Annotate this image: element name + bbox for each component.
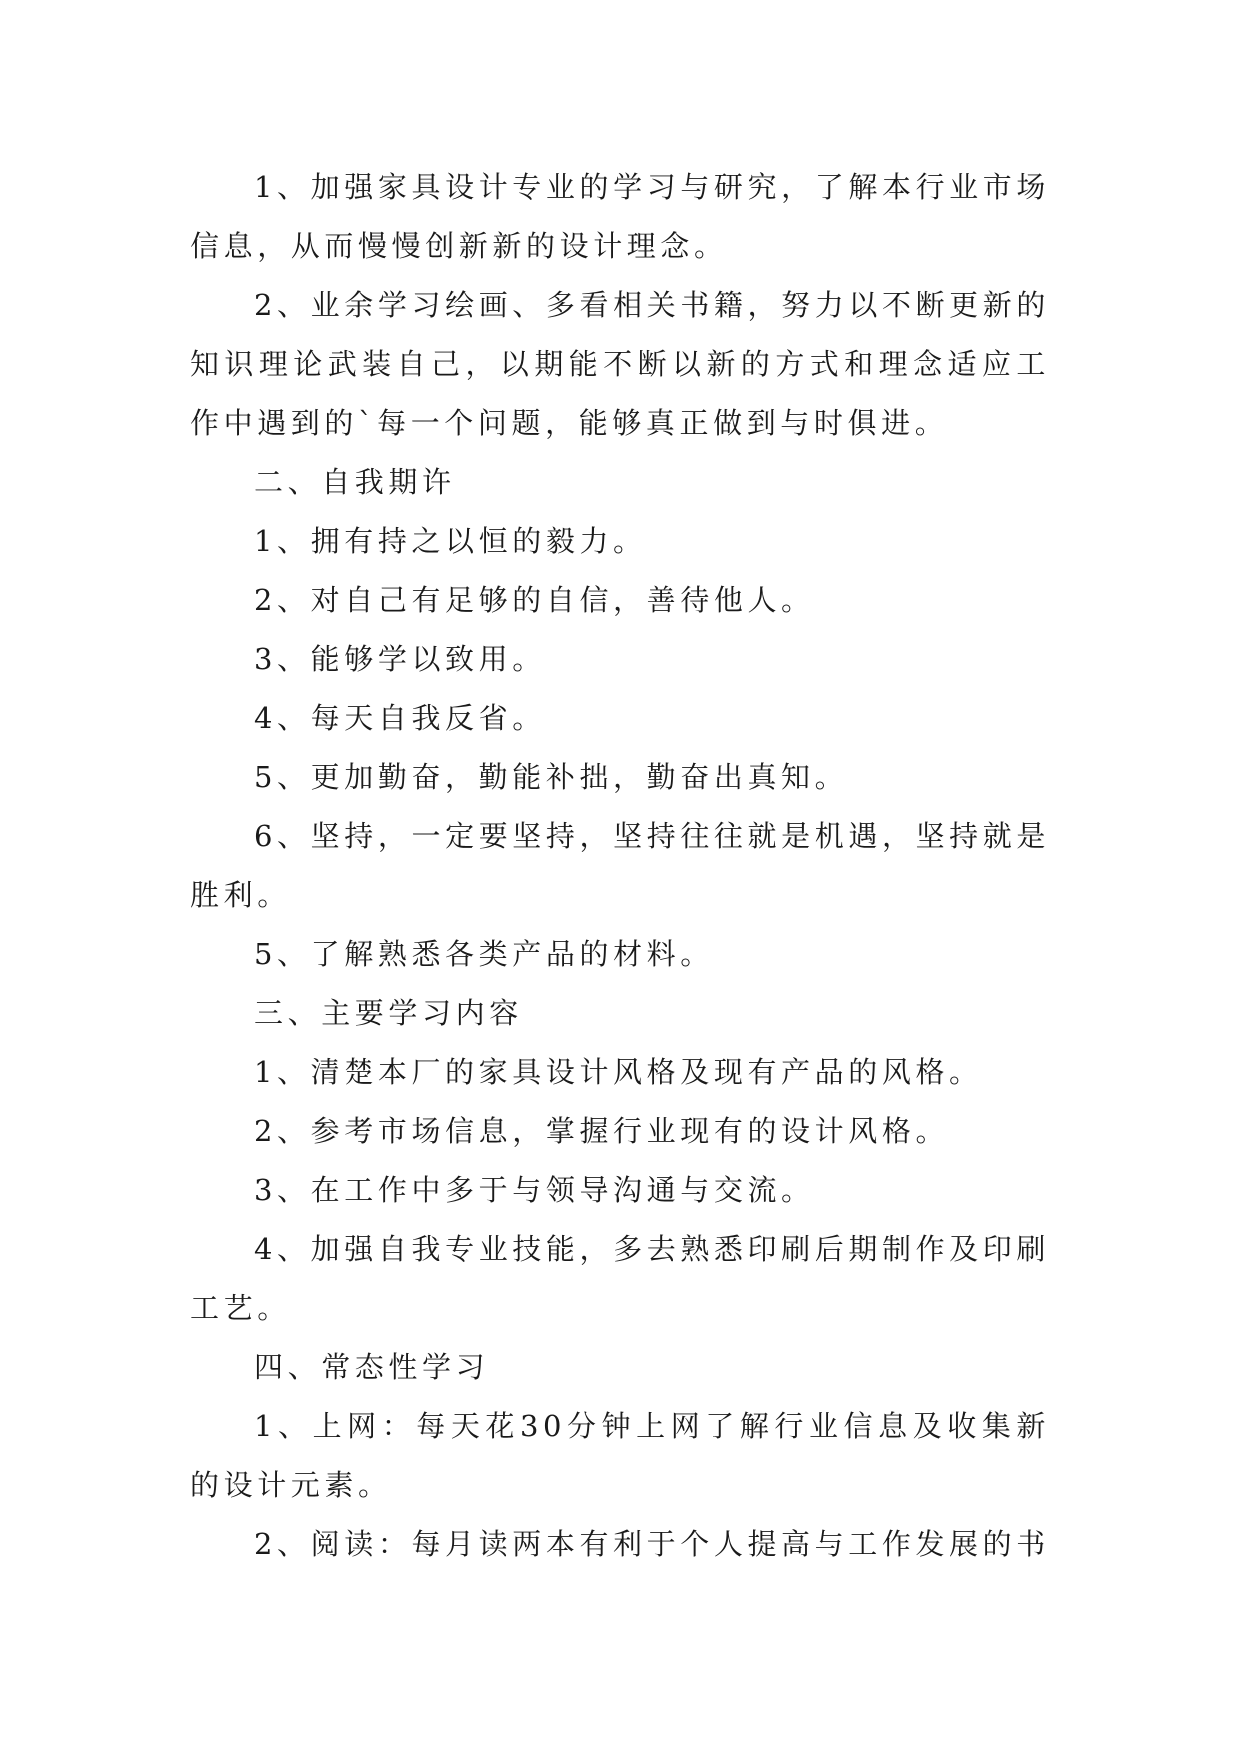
paragraph: 1、上网：每天花30分钟上网了解行业信息及收集新的设计元素。 xyxy=(190,1409,1050,1502)
section-heading: 二、自我期许 xyxy=(254,465,456,499)
paragraph: 1、拥有持之以恒的毅力。 xyxy=(254,524,647,558)
paragraph: 4、加强自我专业技能，多去熟悉印刷后期制作及印刷工艺。 xyxy=(190,1232,1050,1325)
paragraph: 3、在工作中多于与领导沟通与交流。 xyxy=(254,1173,815,1207)
paragraph: 2、业余学习绘画、多看相关书籍，努力以不断更新的知识理论武装自己，以期能不断以新的方式和理念适应工作中遇到的`每一个问题，能够真正做到与时俱进。 xyxy=(190,288,1050,440)
paragraph: 5、了解熟悉各类产品的材料。 xyxy=(254,937,714,971)
paragraph: 3、能够学以致用。 xyxy=(254,642,546,676)
paragraph: 5、更加勤奋，勤能补拙，勤奋出真知。 xyxy=(254,760,849,794)
document-body xyxy=(190,158,1050,1574)
paragraph: 4、每天自我反省。 xyxy=(254,701,546,735)
paragraph: 1、清楚本厂的家具设计风格及现有产品的风格。 xyxy=(254,1055,983,1089)
paragraph: 6、坚持，一定要坚持，坚持往往就是机遇，坚持就是胜利。 xyxy=(190,819,1050,912)
paragraph: 2、阅读：每月读两本有利于个人提高与工作发展的书 xyxy=(254,1527,1050,1561)
paragraph: 2、对自己有足够的自信，善待他人。 xyxy=(254,583,815,617)
paragraph: 2、参考市场信息，掌握行业现有的设计风格。 xyxy=(254,1114,950,1148)
section-heading: 三、主要学习内容 xyxy=(254,996,523,1030)
section-heading: 四、常态性学习 xyxy=(254,1350,490,1384)
paragraph: 1、加强家具设计专业的学习与研究，了解本行业市场信息，从而慢慢创新新的设计理念。 xyxy=(190,170,1050,263)
